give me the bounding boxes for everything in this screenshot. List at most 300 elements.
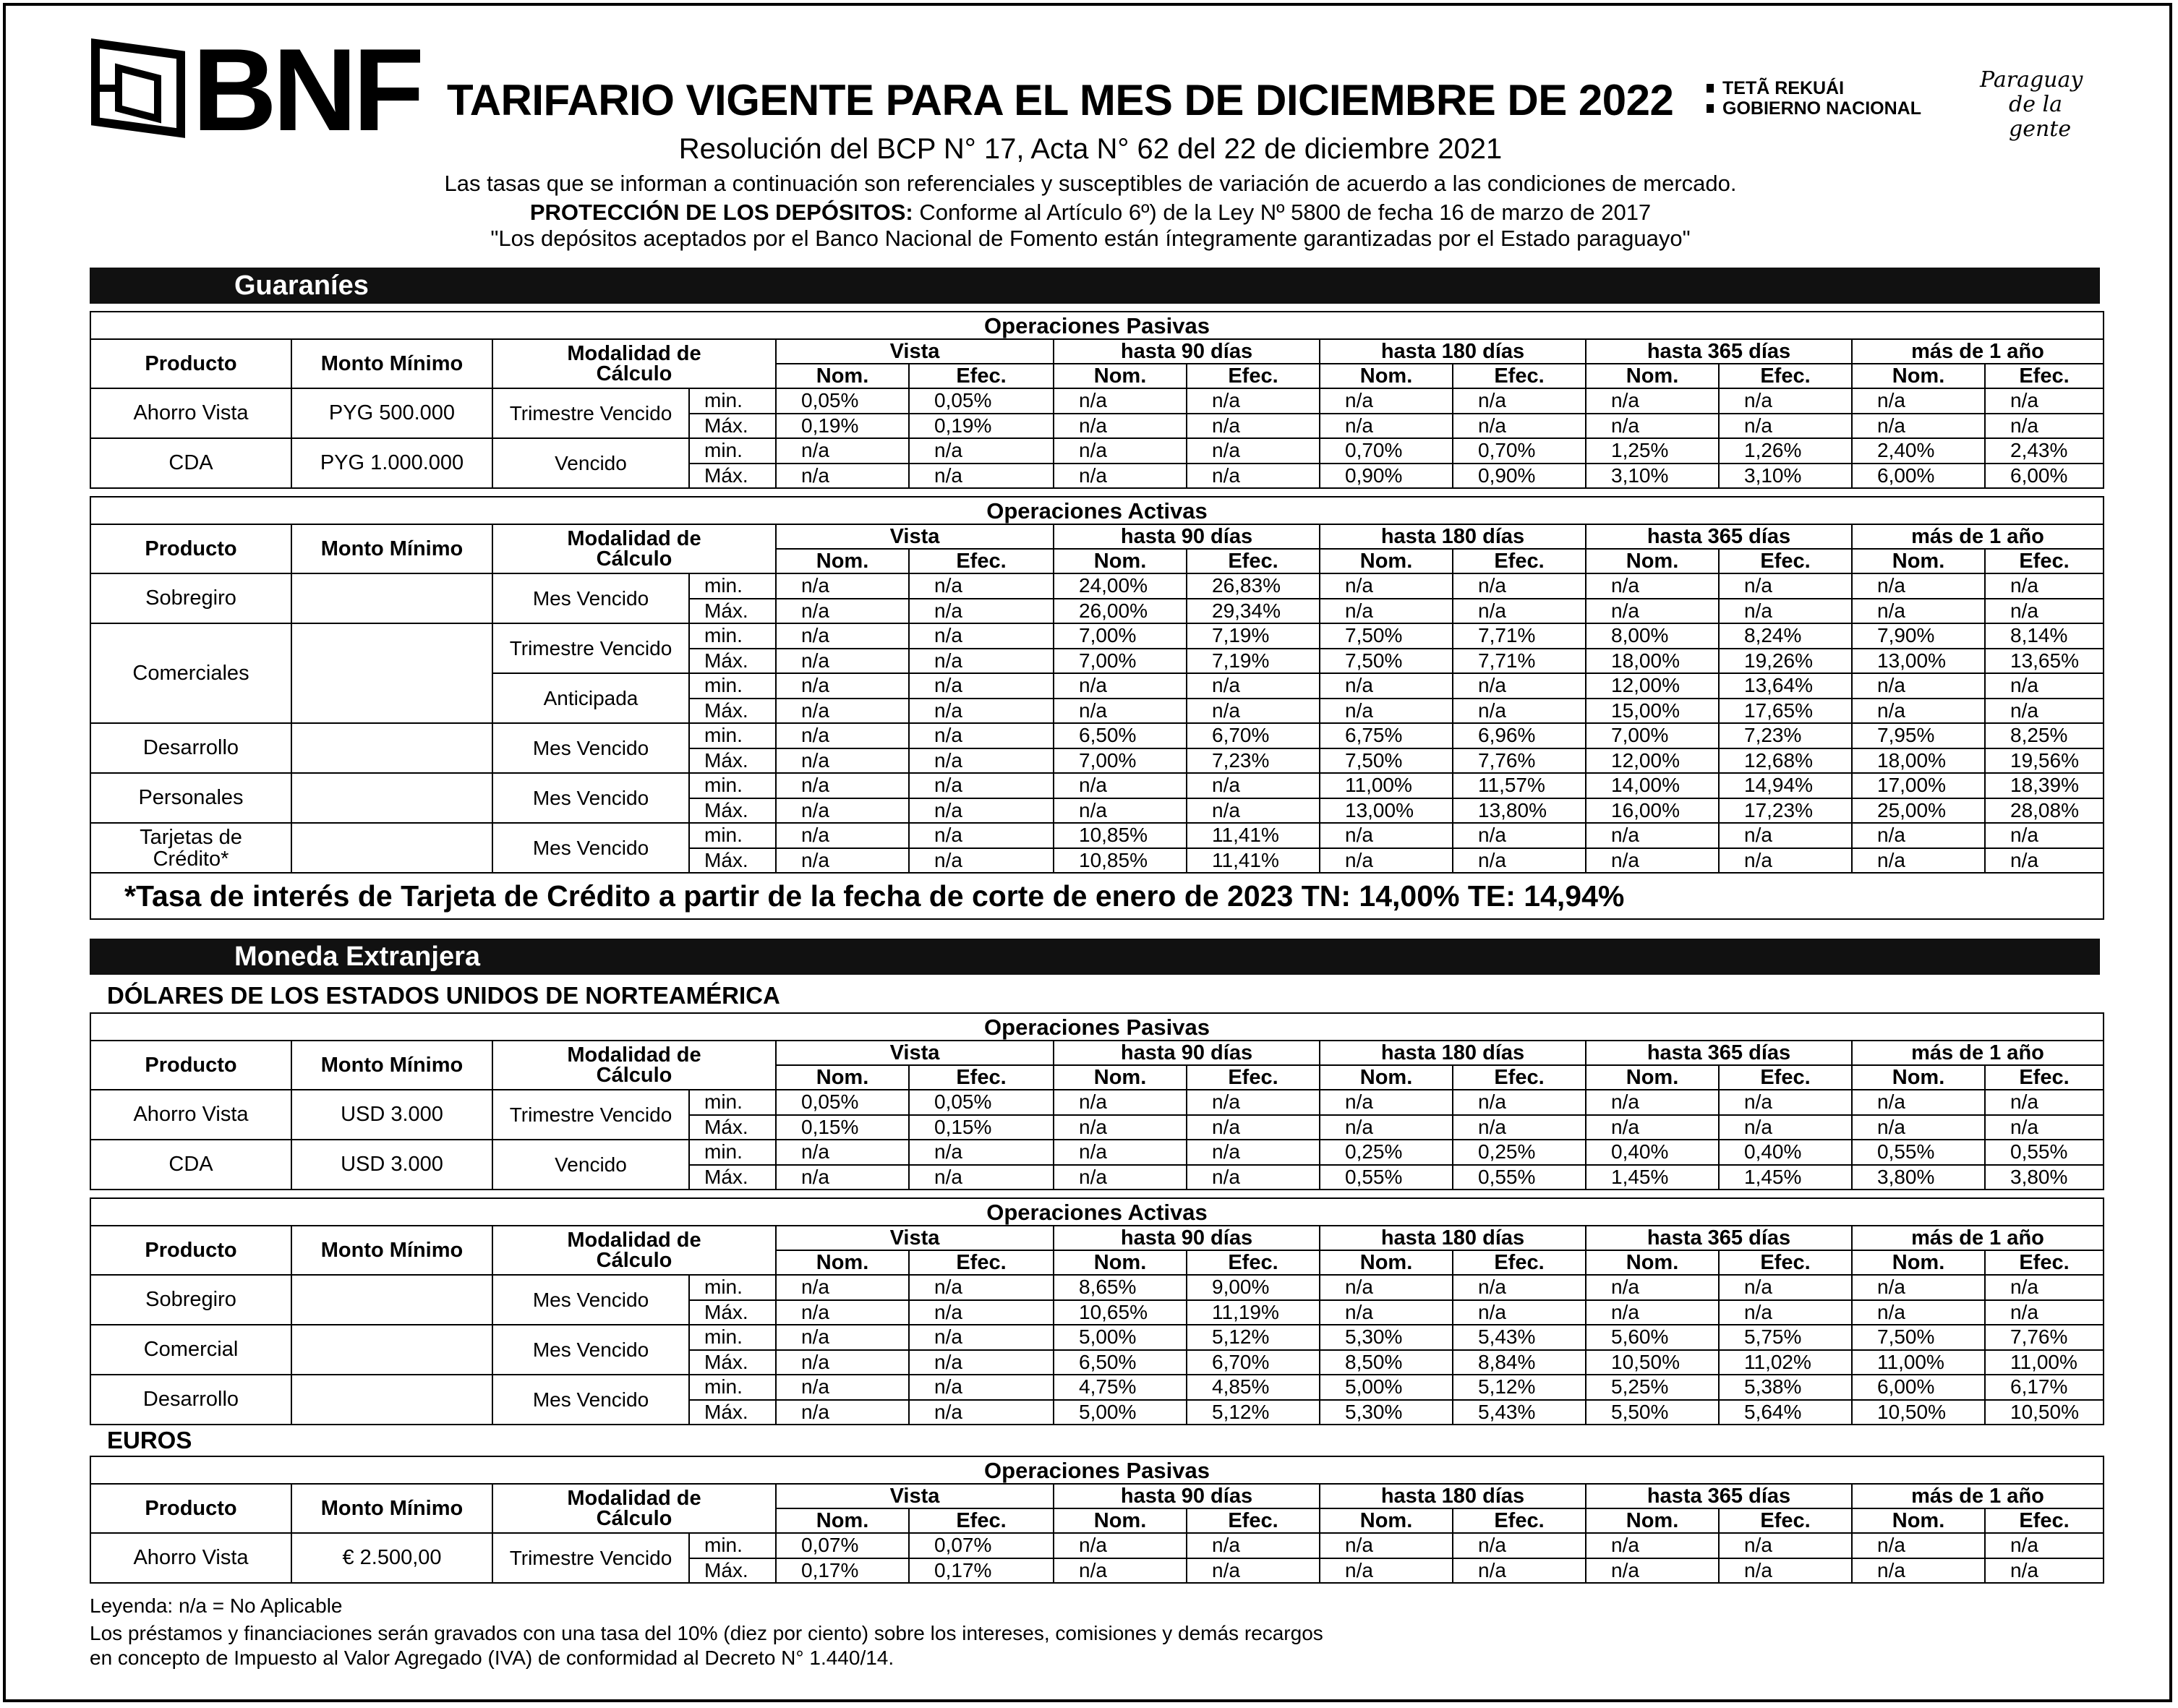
nom-header: Nom. xyxy=(776,364,909,388)
period-header: hasta 180 días xyxy=(1320,1041,1586,1065)
monto-minimo: PYG 500.000 xyxy=(291,388,492,438)
table-row xyxy=(90,823,2104,848)
credit-card-rate-note: *Tasa de interés de Tarjeta de Crédito a partir de la fecha de corte de enero de 2023 TN: 14,00% TE: 14,94% xyxy=(90,873,2104,919)
limit-label: min. xyxy=(689,1533,776,1558)
rate-value: 4,75% xyxy=(1054,1375,1187,1400)
rate-value: 29,34% xyxy=(1187,599,1320,624)
rate-value: n/a xyxy=(1453,1558,1586,1584)
modalidad: Vencido xyxy=(492,438,689,488)
rate-value: 5,60% xyxy=(1586,1325,1719,1350)
rate-value: 24,00% xyxy=(1054,573,1187,599)
efec-header: Efec. xyxy=(909,364,1054,388)
rate-value: n/a xyxy=(776,798,909,824)
rate-value: n/a xyxy=(909,1165,1054,1190)
rate-value: n/a xyxy=(1187,1165,1320,1190)
rate-value: n/a xyxy=(1985,1275,2104,1300)
rate-value: n/a xyxy=(1320,1090,1453,1115)
rate-table-pyg-activas xyxy=(90,496,2104,920)
rate-value: 0,19% xyxy=(909,414,1054,439)
rate-value: 8,50% xyxy=(1320,1350,1453,1375)
rate-value: n/a xyxy=(776,599,909,624)
rate-value: n/a xyxy=(1054,673,1187,699)
limit-label: min. xyxy=(689,723,776,748)
monto-minimo xyxy=(291,1275,492,1325)
period-header: Vista xyxy=(776,524,1054,549)
rate-value: n/a xyxy=(909,773,1054,798)
column-header-modalidad: Modalidad de Cálculo xyxy=(492,1041,776,1090)
tariff-sheet xyxy=(3,3,2172,1702)
table-row xyxy=(90,723,2104,748)
rate-value: 14,94% xyxy=(1719,773,1852,798)
nom-header: Nom. xyxy=(776,1508,909,1533)
rate-value: n/a xyxy=(776,748,909,774)
rate-value: n/a xyxy=(1187,438,1320,464)
rate-value: 5,50% xyxy=(1586,1400,1719,1425)
rate-value: 0,25% xyxy=(1320,1140,1453,1165)
nom-header: Nom. xyxy=(1586,364,1719,388)
rate-value: n/a xyxy=(909,1325,1054,1350)
modalidad: Mes Vencido xyxy=(492,773,689,823)
nom-header: Nom. xyxy=(1852,364,1985,388)
limit-label: Máx. xyxy=(689,848,776,874)
column-header-producto: Producto xyxy=(90,1226,291,1275)
period-header: hasta 180 días xyxy=(1320,1484,1586,1508)
rate-value: 7,00% xyxy=(1054,649,1187,674)
rate-value: 0,17% xyxy=(909,1558,1054,1584)
rate-value: 7,95% xyxy=(1852,723,1985,748)
limit-label: Máx. xyxy=(689,798,776,824)
efec-header: Efec. xyxy=(1985,549,2104,573)
rate-value: n/a xyxy=(776,1350,909,1375)
rate-value: 28,08% xyxy=(1985,798,2104,824)
rate-value: 7,71% xyxy=(1453,649,1586,674)
rate-value: n/a xyxy=(1453,1300,1586,1325)
efec-header: Efec. xyxy=(909,1508,1054,1533)
rate-value: 13,64% xyxy=(1719,673,1852,699)
rate-value: n/a xyxy=(1985,573,2104,599)
efec-header: Efec. xyxy=(1187,364,1320,388)
rate-value: n/a xyxy=(1054,699,1187,724)
rate-value: n/a xyxy=(1852,699,1985,724)
rate-value: 11,19% xyxy=(1187,1300,1320,1325)
rate-value: 0,05% xyxy=(909,388,1054,414)
product-name: Ahorro Vista xyxy=(90,1090,291,1140)
rate-value: 5,12% xyxy=(1187,1400,1320,1425)
guarantee-line: "Los depósitos aceptados por el Banco Nacional de Fomento están íntegramente garantizadas por el Estado paraguayo" xyxy=(490,226,1691,251)
table-row xyxy=(90,1140,2104,1165)
rate-value: 4,85% xyxy=(1187,1375,1320,1400)
rate-value: n/a xyxy=(1453,1115,1586,1140)
product-name: Tarjetas de Crédito* xyxy=(90,823,291,873)
section-title: Guaraníes xyxy=(234,270,369,301)
currency-heading-usd: DÓLARES DE LOS ESTADOS UNIDOS DE NORTEAMÉRICA xyxy=(107,982,780,1009)
rate-value: 0,07% xyxy=(776,1533,909,1558)
efec-header: Efec. xyxy=(1985,1065,2104,1090)
rate-value: 6,00% xyxy=(1852,464,1985,489)
modalidad: Mes Vencido xyxy=(492,1375,689,1425)
monto-minimo xyxy=(291,1325,492,1375)
table-note-row xyxy=(90,873,2104,919)
rate-value: n/a xyxy=(1453,1090,1586,1115)
rate-value: 6,17% xyxy=(1985,1375,2104,1400)
rate-table-usd-activas xyxy=(90,1197,2104,1425)
rate-value: 0,90% xyxy=(1453,464,1586,489)
rate-value: 7,19% xyxy=(1187,649,1320,674)
period-header: hasta 365 días xyxy=(1586,1484,1852,1508)
rate-value: n/a xyxy=(1320,848,1453,874)
rate-value: 0,25% xyxy=(1453,1140,1586,1165)
efec-header: Efec. xyxy=(1719,364,1852,388)
modalidad: Trimestre Vencido xyxy=(492,388,689,438)
modalidad: Trimestre Vencido xyxy=(492,623,689,673)
product-name: CDA xyxy=(90,1140,291,1190)
rate-value: n/a xyxy=(1586,1558,1719,1584)
nom-header: Nom. xyxy=(1054,1250,1187,1275)
efec-header: Efec. xyxy=(1719,1065,1852,1090)
rate-value: 7,50% xyxy=(1320,748,1453,774)
table-row xyxy=(90,1275,2104,1300)
modalidad: Mes Vencido xyxy=(492,573,689,623)
table-row xyxy=(90,438,2104,464)
rate-value: n/a xyxy=(1453,699,1586,724)
rate-value: 5,38% xyxy=(1719,1375,1852,1400)
limit-label: Máx. xyxy=(689,699,776,724)
period-header: hasta 180 días xyxy=(1320,339,1586,364)
bullet-square-icon xyxy=(1707,84,1714,93)
rate-value: n/a xyxy=(776,699,909,724)
bullet-square-icon xyxy=(1707,104,1714,113)
rate-value: n/a xyxy=(1054,1115,1187,1140)
rate-value: n/a xyxy=(909,673,1054,699)
period-header: Vista xyxy=(776,1226,1054,1250)
limit-label: min. xyxy=(689,1140,776,1165)
rate-value: 7,23% xyxy=(1187,748,1320,774)
rate-value: 7,50% xyxy=(1320,649,1453,674)
efec-header: Efec. xyxy=(1985,1250,2104,1275)
monto-minimo: USD 3.000 xyxy=(291,1090,492,1140)
limit-label: Máx. xyxy=(689,649,776,674)
rate-value: 7,90% xyxy=(1852,623,1985,649)
protection-label: PROTECCIÓN DE LOS DEPÓSITOS: xyxy=(529,200,913,225)
rate-value: n/a xyxy=(909,649,1054,674)
rate-value: 7,50% xyxy=(1852,1325,1985,1350)
rate-value: n/a xyxy=(1320,388,1453,414)
product-name: Desarrollo xyxy=(90,723,291,773)
rate-value: n/a xyxy=(1586,1300,1719,1325)
rate-value: 6,70% xyxy=(1187,723,1320,748)
rate-value: n/a xyxy=(1054,1533,1187,1558)
limit-label: min. xyxy=(689,1325,776,1350)
rate-value: n/a xyxy=(1453,1275,1586,1300)
product-name: Ahorro Vista xyxy=(90,1533,291,1583)
monto-minimo: PYG 1.000.000 xyxy=(291,438,492,488)
modalidad: Vencido xyxy=(492,1140,689,1190)
limit-label: min. xyxy=(689,1090,776,1115)
limit-label: min. xyxy=(689,773,776,798)
rate-value: n/a xyxy=(1985,823,2104,848)
rate-value: 13,65% xyxy=(1985,649,2104,674)
period-header: más de 1 año xyxy=(1852,1226,2104,1250)
rate-value: n/a xyxy=(1985,414,2104,439)
nom-header: Nom. xyxy=(1320,1250,1453,1275)
rate-value: n/a xyxy=(1719,1275,1852,1300)
rate-value: 10,50% xyxy=(1985,1400,2104,1425)
nom-header: Nom. xyxy=(1852,1065,1985,1090)
rate-value: 18,00% xyxy=(1852,748,1985,774)
rate-value: n/a xyxy=(909,748,1054,774)
gov-line-1: TETÃ REKUÁI xyxy=(1722,78,1845,98)
nom-header: Nom. xyxy=(776,549,909,573)
rate-value: n/a xyxy=(1852,573,1985,599)
rate-value: 1,45% xyxy=(1719,1165,1852,1190)
rate-value: n/a xyxy=(1320,1115,1453,1140)
product-name: Ahorro Vista xyxy=(90,388,291,438)
product-name: Comerciales xyxy=(90,623,291,723)
rate-value: 6,50% xyxy=(1054,1350,1187,1375)
rate-value: 18,00% xyxy=(1586,649,1719,674)
rate-value: 11,00% xyxy=(1852,1350,1985,1375)
rate-value: n/a xyxy=(1719,1115,1852,1140)
rate-value: n/a xyxy=(1453,1533,1586,1558)
tax-note-line-2: en concepto de Impuesto al Valor Agregado (IVA) de conformidad al Decreto N° 1.440/14. xyxy=(90,1647,894,1669)
rate-value: n/a xyxy=(1453,388,1586,414)
nom-header: Nom. xyxy=(1320,549,1453,573)
rate-value: n/a xyxy=(776,1325,909,1350)
efec-header: Efec. xyxy=(1453,1508,1586,1533)
column-header-producto: Producto xyxy=(90,1484,291,1533)
rate-value: 0,70% xyxy=(1453,438,1586,464)
rate-value: n/a xyxy=(1320,599,1453,624)
efec-header: Efec. xyxy=(1453,364,1586,388)
gov-line-2: GOBIERNO NACIONAL xyxy=(1722,98,1921,119)
rate-value: 5,43% xyxy=(1453,1325,1586,1350)
rate-value: 8,84% xyxy=(1453,1350,1586,1375)
monto-minimo xyxy=(291,723,492,773)
tax-note-line-1: Los préstamos y financiaciones serán gravados con una tasa del 10% (diez por ciento) sobre los intereses, comisiones y demás recargos xyxy=(90,1622,1323,1644)
rate-value: n/a xyxy=(1719,1533,1852,1558)
rate-value: n/a xyxy=(1985,699,2104,724)
rate-value: n/a xyxy=(1320,699,1453,724)
rate-value: n/a xyxy=(1985,1115,2104,1140)
limit-label: Máx. xyxy=(689,1165,776,1190)
column-header-producto: Producto xyxy=(90,339,291,388)
rate-value: n/a xyxy=(1453,823,1586,848)
rate-value: n/a xyxy=(1852,848,1985,874)
period-header: más de 1 año xyxy=(1852,1041,2104,1065)
column-header-monto-minimo: Monto Mínimo xyxy=(291,1041,492,1090)
limit-label: min. xyxy=(689,1275,776,1300)
rate-value: 7,50% xyxy=(1320,623,1453,649)
table-row xyxy=(90,773,2104,798)
limit-label: Máx. xyxy=(689,1115,776,1140)
protection-line xyxy=(6,200,2175,226)
slogan-line-1: Paraguay xyxy=(1980,67,2083,93)
rate-value: 0,55% xyxy=(1453,1165,1586,1190)
table-caption: Operaciones Activas xyxy=(90,497,2104,524)
product-name: Personales xyxy=(90,773,291,823)
rate-value: n/a xyxy=(1852,1090,1985,1115)
rate-value: 8,14% xyxy=(1985,623,2104,649)
rate-value: 5,75% xyxy=(1719,1325,1852,1350)
table-row xyxy=(90,388,2104,414)
period-header: hasta 365 días xyxy=(1586,339,1852,364)
rate-value: n/a xyxy=(1719,414,1852,439)
column-header-modalidad: Modalidad de Cálculo xyxy=(492,1226,776,1275)
column-header-modalidad: Modalidad de Cálculo xyxy=(492,339,776,388)
product-name: CDA xyxy=(90,438,291,488)
rate-value: 0,90% xyxy=(1320,464,1453,489)
rate-value: 7,76% xyxy=(1985,1325,2104,1350)
rate-value: 1,45% xyxy=(1586,1165,1719,1190)
monto-minimo: € 2.500,00 xyxy=(291,1533,492,1583)
rate-value: n/a xyxy=(1719,573,1852,599)
rate-value: n/a xyxy=(1586,823,1719,848)
limit-label: min. xyxy=(689,823,776,848)
rate-value: 10,65% xyxy=(1054,1300,1187,1325)
column-header-monto-minimo: Monto Mínimo xyxy=(291,524,492,573)
column-header-producto: Producto xyxy=(90,524,291,573)
rate-value: 26,83% xyxy=(1187,573,1320,599)
rate-value: n/a xyxy=(1320,823,1453,848)
rate-value: n/a xyxy=(1985,599,2104,624)
rate-value: 3,80% xyxy=(1852,1165,1985,1190)
modalidad: Anticipada xyxy=(492,673,689,723)
rate-value: n/a xyxy=(1054,773,1187,798)
rate-value: 5,25% xyxy=(1586,1375,1719,1400)
column-header-monto-minimo: Monto Mínimo xyxy=(291,339,492,388)
period-header: Vista xyxy=(776,1484,1054,1508)
limit-label: Máx. xyxy=(689,1350,776,1375)
rate-value: 6,96% xyxy=(1453,723,1586,748)
table-caption: Operaciones Pasivas xyxy=(90,312,2104,339)
rate-value: 2,40% xyxy=(1852,438,1985,464)
rate-value: n/a xyxy=(776,1140,909,1165)
rate-value: 15,00% xyxy=(1586,699,1719,724)
rate-value: n/a xyxy=(1852,1275,1985,1300)
rate-table-eur-pasivas xyxy=(90,1456,2104,1584)
rate-value: 0,05% xyxy=(776,1090,909,1115)
period-header: hasta 90 días xyxy=(1054,1226,1320,1250)
modalidad: Mes Vencido xyxy=(492,823,689,873)
modalidad: Trimestre Vencido xyxy=(492,1533,689,1583)
column-header-monto-minimo: Monto Mínimo xyxy=(291,1484,492,1533)
modalidad: Mes Vencido xyxy=(492,1275,689,1325)
rate-value: n/a xyxy=(776,1400,909,1425)
rate-value: 5,30% xyxy=(1320,1325,1453,1350)
rate-value: n/a xyxy=(1985,673,2104,699)
table-row xyxy=(90,1325,2104,1350)
rate-value: 13,00% xyxy=(1852,649,1985,674)
rate-value: 5,30% xyxy=(1320,1400,1453,1425)
rate-value: n/a xyxy=(776,823,909,848)
period-header: más de 1 año xyxy=(1852,339,2104,364)
rate-value: n/a xyxy=(1586,388,1719,414)
rate-value: 0,19% xyxy=(776,414,909,439)
rate-value: n/a xyxy=(1320,673,1453,699)
rate-value: n/a xyxy=(1719,1300,1852,1325)
rate-value: n/a xyxy=(1054,438,1187,464)
rate-value: 0,05% xyxy=(909,1090,1054,1115)
rate-value: n/a xyxy=(1453,673,1586,699)
rate-value: n/a xyxy=(1453,848,1586,874)
rate-value: 0,15% xyxy=(776,1115,909,1140)
rate-value: n/a xyxy=(909,599,1054,624)
rate-value: 26,00% xyxy=(1054,599,1187,624)
rate-value: n/a xyxy=(1187,1558,1320,1584)
rate-value: 19,56% xyxy=(1985,748,2104,774)
rate-value: n/a xyxy=(1852,1533,1985,1558)
rate-value: n/a xyxy=(1586,1090,1719,1115)
rate-value: n/a xyxy=(1985,388,2104,414)
efec-header: Efec. xyxy=(1985,364,2104,388)
rate-value: 13,00% xyxy=(1320,798,1453,824)
nom-header: Nom. xyxy=(1054,364,1187,388)
rate-value: n/a xyxy=(1852,414,1985,439)
product-name: Comercial xyxy=(90,1325,291,1375)
limit-label: Máx. xyxy=(689,414,776,439)
efec-header: Efec. xyxy=(1719,1250,1852,1275)
nom-header: Nom. xyxy=(1054,1065,1187,1090)
period-header: hasta 90 días xyxy=(1054,524,1320,549)
monto-minimo: USD 3.000 xyxy=(291,1140,492,1190)
rate-value: n/a xyxy=(1453,573,1586,599)
nom-header: Nom. xyxy=(1586,1508,1719,1533)
rate-value: 16,00% xyxy=(1586,798,1719,824)
rate-value: n/a xyxy=(909,798,1054,824)
rate-table-pyg-pasivas xyxy=(90,311,2104,489)
rate-value: 11,41% xyxy=(1187,823,1320,848)
rate-value: 5,64% xyxy=(1719,1400,1852,1425)
rate-value: n/a xyxy=(1852,388,1985,414)
rate-value: n/a xyxy=(1586,1115,1719,1140)
rate-value: 17,23% xyxy=(1719,798,1852,824)
limit-label: Máx. xyxy=(689,1400,776,1425)
rate-value: n/a xyxy=(1320,1533,1453,1558)
rate-value: n/a xyxy=(1852,823,1985,848)
monto-minimo xyxy=(291,773,492,823)
rate-value: 0,07% xyxy=(909,1533,1054,1558)
rate-value: n/a xyxy=(1054,464,1187,489)
rate-value: n/a xyxy=(1586,599,1719,624)
period-header: hasta 90 días xyxy=(1054,1041,1320,1065)
rate-value: n/a xyxy=(1719,823,1852,848)
product-name: Sobregiro xyxy=(90,1275,291,1325)
rate-value: n/a xyxy=(1187,673,1320,699)
legend: Leyenda: n/a = No Aplicable xyxy=(90,1594,343,1617)
table-row xyxy=(90,1533,2104,1558)
rate-value: n/a xyxy=(909,1350,1054,1375)
modalidad: Mes Vencido xyxy=(492,723,689,773)
period-header: hasta 180 días xyxy=(1320,1226,1586,1250)
rate-value: n/a xyxy=(1985,1090,2104,1115)
efec-header: Efec. xyxy=(909,1065,1054,1090)
table-row xyxy=(90,623,2104,649)
monto-minimo xyxy=(291,623,492,723)
rate-value: n/a xyxy=(1320,1275,1453,1300)
rate-value: n/a xyxy=(1852,673,1985,699)
rate-value: 0,40% xyxy=(1719,1140,1852,1165)
rate-value: n/a xyxy=(1719,388,1852,414)
rate-value: 8,25% xyxy=(1985,723,2104,748)
rate-value: 0,15% xyxy=(909,1115,1054,1140)
rate-value: 5,12% xyxy=(1187,1325,1320,1350)
rate-value: 8,24% xyxy=(1719,623,1852,649)
table-row xyxy=(90,1090,2104,1115)
rate-value: n/a xyxy=(776,848,909,874)
rate-value: n/a xyxy=(1187,388,1320,414)
rate-value: 3,10% xyxy=(1719,464,1852,489)
rate-value: 1,26% xyxy=(1719,438,1852,464)
